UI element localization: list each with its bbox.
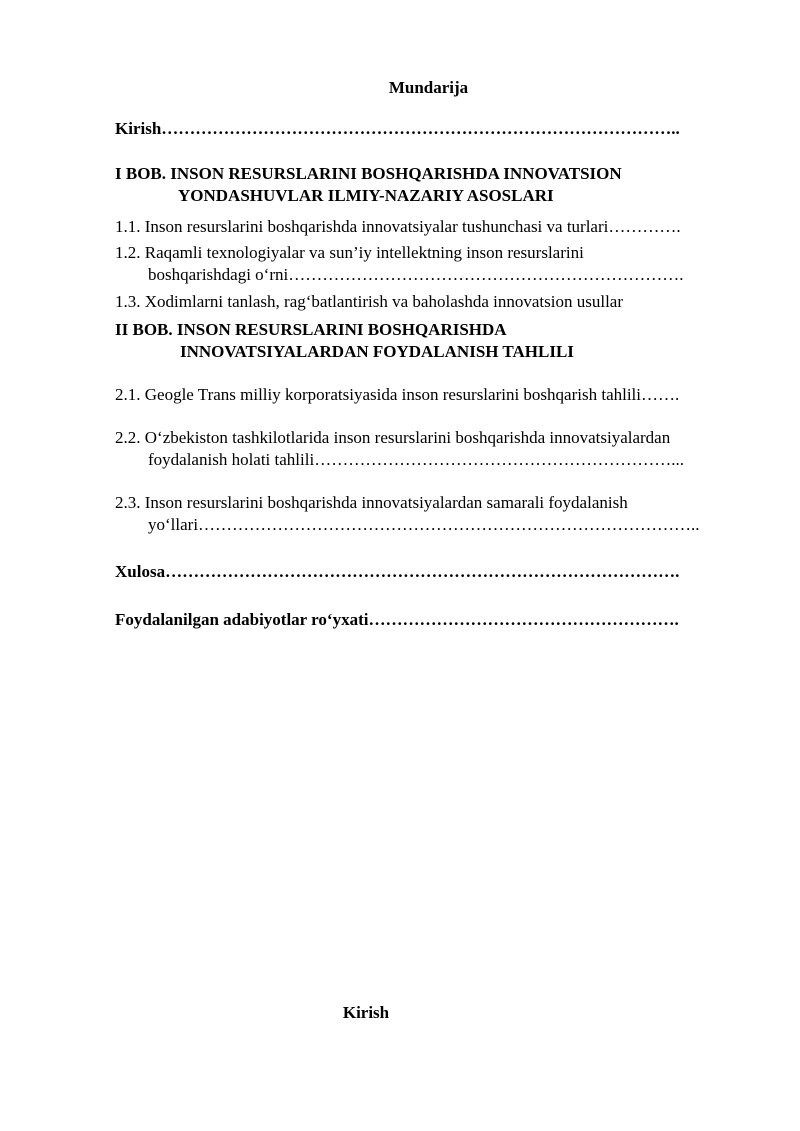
toc-chapter-1-line-2: YONDASHUVLAR ILMIY-NAZARIY ASOSLARI <box>178 186 554 205</box>
toc-entry-1-1: 1.1. Inson resurslarini boshqarishda innovatsiyalar tushunchasi va turlari…………. <box>115 217 681 236</box>
toc-chapter-1-line-1: I BOB. INSON RESURSLARINI BOSHQARISHDA INNOVATSION <box>115 164 622 183</box>
toc-entry-1-2-line-1: 1.2. Raqamli texnologiyalar va sun’iy intellektning inson resurslarini <box>115 243 584 262</box>
toc-chapter-2-line-2: INNOVATSIYALARDAN FOYDALANISH TAHLILI <box>180 342 574 361</box>
toc-entry-1-3: 1.3. Xodimlarni tanlash, rag‘batlantirish va baholashda innovatsion usullar <box>115 292 623 311</box>
toc-entry-kirish: Kirish……………………………………………………………………………….. <box>115 119 680 138</box>
section-title-kirish: Kirish <box>342 1003 390 1022</box>
toc-entry-1-2-line-2: boshqarishdagi o‘rni……………………………………………………………. <box>148 265 684 284</box>
toc-entry-2-2-line-1: 2.2. O‘zbekiston tashkilotlarida inson resurslarini boshqarishda innovatsiyalardan <box>115 428 671 447</box>
toc-entry-xulosa: Xulosa………………………………………………………………………………. <box>115 562 680 581</box>
toc-chapter-2-line-1: II BOB. INSON RESURSLARINI BOSHQARISHDA <box>115 320 507 339</box>
toc-entry-2-1: 2.1. Geogle Trans milliy korporatsiyasida inson resurslarini boshqarish tahlili……. <box>115 385 680 404</box>
toc-title: Mundarija <box>388 78 469 97</box>
toc-entry-adabiyotlar: Foydalanilgan adabiyotlar ro‘yxati………………………………………………. <box>115 610 679 629</box>
toc-entry-2-3-line-2: yo‘llari…………………………………………………………………………….. <box>148 515 700 534</box>
toc-entry-2-3-line-1: 2.3. Inson resurslarini boshqarishda innovatsiyalardan samarali foydalanish <box>115 493 628 512</box>
toc-entry-2-2-line-2: foydalanish holati tahlili………………………………………………………... <box>148 450 684 469</box>
